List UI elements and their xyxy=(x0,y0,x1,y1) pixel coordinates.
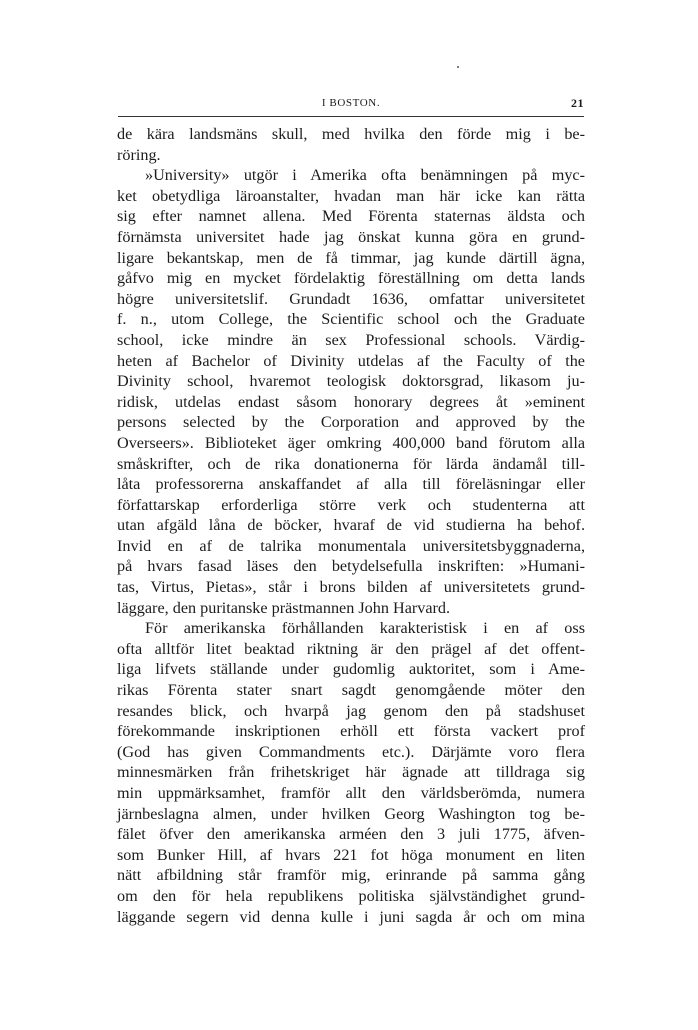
text-line: författarskap erforderliga större verk och studenterna att xyxy=(117,495,585,514)
text-line: sig efter namnet allena. Med Förenta staternas äldsta och xyxy=(117,207,585,226)
text-line: fälet öfver den amerikanska arméen den 3 juli 1775, äfven- xyxy=(117,825,585,844)
text-line: liga lifvets ställande under gudomlig auktoritet, som i Ame- xyxy=(117,660,585,679)
running-head xyxy=(118,97,584,113)
header-rule xyxy=(118,116,584,117)
text-line: högre universitetslif. Grundadt 1636, omfattar universitetet xyxy=(117,289,585,308)
text-line: resandes blick, och hvarpå jag genom den på stadshuset xyxy=(117,701,585,720)
text-line: För amerikanska förhållanden karakteristisk i en af oss xyxy=(145,619,585,638)
text-line: rikas Förenta stater snart sagdt genomgående möter den xyxy=(117,681,585,700)
text-line: min uppmärksamhet, framför allt den världsberömda, numera xyxy=(117,784,585,802)
page-number: 21 xyxy=(571,96,584,110)
text-line: ridisk, utdelas endast såsom honorary degrees åt »eminent xyxy=(117,392,585,411)
text-line: de kära landsmäns skull, med hvilka den förde mig i be- xyxy=(117,125,585,143)
text-line: f. n., utom College, the Scientific school och the Graduate xyxy=(117,310,585,329)
text-line: gåfvo mig en mycket fördelaktig föreställning om detta lands xyxy=(117,269,585,288)
text-line: tas, Virtus, Pietas», står i brons bilden af universitetets grund- xyxy=(117,578,585,597)
text-line: om den för hela republikens politiska självständighet grund- xyxy=(117,886,585,905)
text-line: som Bunker Hill, af hvars 221 fot höga monument en liten xyxy=(117,845,585,864)
text-line: ofta alltför litet beaktad riktning är den prägel af det offent- xyxy=(117,639,585,658)
text-line: låta professorerna anskaffandet af alla till föreläsningar eller xyxy=(117,475,585,494)
text-line: Overseers». Biblioteket äger omkring 400,000 band förutom alla xyxy=(117,433,585,452)
text-line: »University» utgör i Amerika ofta benämningen på myc- xyxy=(145,166,585,185)
text-line: läggande segern vid denna kulle i juni sagda år och om mina xyxy=(117,907,585,926)
text-line: småskrifter, och de rika donationerna för lärda ändamål till- xyxy=(117,454,585,473)
text-line: minnesmärken från frihetskriget här ägnade att tilldraga sig xyxy=(117,763,585,782)
body-text xyxy=(117,124,585,927)
text-line: school, icke mindre än sex Professional schools. Värdig- xyxy=(117,330,585,349)
text-line: på hvars fasad läses den betydelsefulla inskriften: »Humani- xyxy=(117,557,585,576)
text-line: utan afgäld låna de böcker, hvaraf de vid studierna ha behof. xyxy=(117,516,585,535)
speck-mark xyxy=(457,66,459,68)
text-line: nätt afbildning står framför mig, erinrande på samma gång xyxy=(117,866,585,885)
text-line: ligare bekantskap, men de få timmar, jag kunde därtill ägna, xyxy=(117,248,585,267)
text-line: läggare, den puritanske prästmannen John Harvard. xyxy=(117,598,451,617)
text-line: heten af Bachelor of Divinity utdelas af the Faculty of the xyxy=(117,351,585,370)
text-line: förnämsta universitet hade jag önskat kunna göra en grund- xyxy=(117,227,585,246)
running-title: I BOSTON. xyxy=(321,97,381,109)
text-line: ket obetydliga läroanstalter, hvadan man här icke kan rätta xyxy=(117,186,585,205)
text-line: förekommande inskriptionen erhöll ett första vackert prof xyxy=(117,722,585,741)
text-line: (God has given Commandments etc.). Därjämte voro flera xyxy=(117,742,585,761)
text-line: Invid en af de talrika monumentala universitetsbyggnaderna, xyxy=(117,536,585,555)
text-line: persons selected by the Corporation and approved by the xyxy=(117,413,585,432)
text-line: Divinity school, hvaremot teologisk doktorsgrad, likasom ju- xyxy=(117,372,585,391)
text-line: järnbeslagna almen, under hvilken Georg Washington tog be- xyxy=(117,804,585,823)
text-line: röring. xyxy=(117,145,161,164)
